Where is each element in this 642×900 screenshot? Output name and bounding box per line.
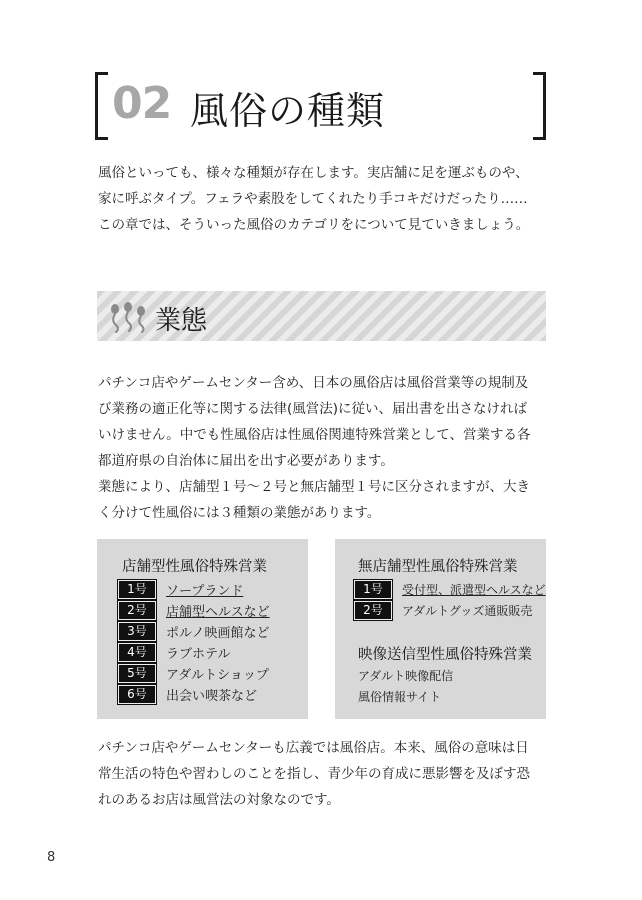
intro-paragraph	[98, 160, 550, 238]
chapter-number: 02	[112, 78, 172, 129]
body-line: 都道府県の自治体に届出を出す必要があります。	[98, 453, 394, 469]
item-text: ポルノ映画館など	[166, 626, 270, 641]
badge: 2号	[354, 601, 392, 620]
badge: 5号	[118, 664, 156, 683]
non-store-type-item	[354, 601, 532, 620]
right-bracket	[533, 72, 546, 140]
store-type-box	[97, 539, 308, 719]
body-line: れのあるお店は風営法の対象なのです。	[98, 792, 340, 808]
body-line: び業務の適正化等に関する法律(風営法)に従い、届出書を出さなければ	[98, 401, 528, 417]
body-line: く分けて性風俗には３種類の業態があります。	[98, 505, 381, 521]
non-store-type-item	[354, 580, 546, 599]
body-line: いけません。中でも性風俗店は性風俗関連特殊営業として、営業する各	[98, 427, 531, 443]
badge: 2号	[118, 601, 156, 620]
body-line: 業態により、店舗型１号〜２号と無店舗型１号に区分されますが、大き	[98, 479, 530, 495]
left-bracket	[95, 72, 108, 140]
store-type-item	[118, 685, 257, 704]
store-type-item	[118, 622, 269, 641]
page-number: 8	[47, 850, 56, 865]
sperm-icon	[107, 301, 149, 333]
body-paragraph-2	[98, 735, 550, 813]
store-type-item	[118, 643, 230, 662]
video-transmission-title: 映像送信型性風俗特殊営業	[358, 647, 532, 663]
section-heading	[97, 291, 546, 341]
video-transmission-item: 風俗情報サイト	[358, 690, 442, 704]
item-text: 出会い喫茶など	[166, 689, 258, 704]
chapter-title: 風俗の種類	[190, 89, 386, 133]
intro-line: 家に呼ぶタイプ。フェラや素股をしてくれたり手コキだけだったり……	[98, 191, 528, 207]
store-type-title: 店舗型性風俗特殊営業	[122, 559, 267, 575]
video-transmission-item: アダルト映像配信	[358, 669, 454, 683]
item-text: ラブホテル	[166, 647, 231, 662]
badge: 1号	[118, 580, 156, 599]
body-line: 常生活の特色や習わしのことを指し、青少年の育成に悪影響を及ぼす恐	[98, 766, 530, 782]
item-text: 受付型、派遣型ヘルスなど	[402, 583, 546, 597]
item-text: アダルトショップ	[166, 668, 269, 683]
badge: 6号	[118, 685, 156, 704]
body-line: パチンコ店やゲームセンターも広義では風俗店。本来、風俗の意味は日	[98, 740, 529, 756]
badge: 3号	[118, 622, 156, 641]
item-text: ソープランド	[166, 584, 244, 599]
intro-line: 風俗といっても、様々な種類が存在します。実店舗に足を運ぶものや、	[98, 165, 529, 181]
badge: 4号	[118, 643, 156, 662]
badge: 1号	[354, 580, 392, 599]
store-type-item	[118, 580, 243, 599]
section-title: 業態	[155, 306, 208, 336]
item-text: 店舗型ヘルスなど	[166, 605, 270, 620]
item-text: アダルトグッズ通販販売	[402, 604, 533, 618]
intro-line: この章では、そういった風俗のカテゴリをについて見ていきましょう。	[98, 217, 530, 233]
store-type-item	[118, 601, 270, 620]
store-type-item	[118, 664, 269, 683]
body-line: パチンコ店やゲームセンター含め、日本の風俗店は風俗営業等の規制及	[98, 375, 529, 391]
body-paragraph-1	[98, 370, 550, 526]
non-store-type-box	[335, 539, 546, 719]
non-store-type-title: 無店舗型性風俗特殊営業	[358, 559, 518, 575]
